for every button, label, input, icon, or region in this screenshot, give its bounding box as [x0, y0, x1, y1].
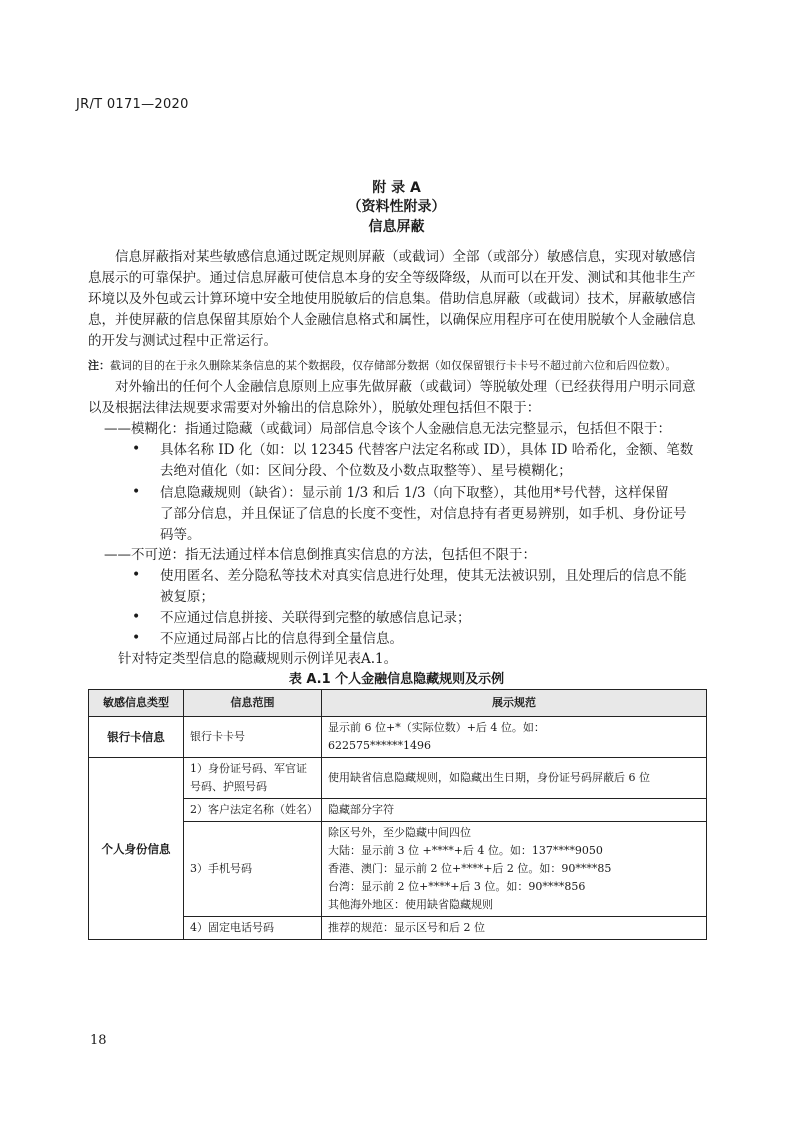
irr-bullet-3: 不应通过局部占比的信息得到全量信息。 [160, 631, 403, 647]
rule-line: 显示前 6 位+*（实际位数）+后 4 位。如： [328, 721, 545, 734]
category-cell: 个人身份信息 [89, 758, 184, 940]
appendix-subject: 信息屏蔽 [368, 219, 425, 235]
scope-cell: 银行卡卡号 [184, 717, 322, 758]
table-row [89, 758, 707, 799]
appendix-title: 附 录 A [372, 180, 421, 196]
scope-cell: 1）身份证号码、军官证号码、护照号码 [184, 758, 322, 799]
bullet-icon: • [132, 567, 141, 583]
fuzzy-bullet-2-line: 了部分信息，并且保证了信息的长度不变性，对信息持有者更易辨别，如手机、身份证号 [160, 506, 687, 522]
fuzzy-item: ——模糊化：指通过隐藏（或截词）局部信息令该个人金融信息无法完整显示，包括但不限于： [104, 421, 671, 437]
irr-bullet-1 [160, 566, 705, 608]
rule-line: 除区号外，至少隐藏中间四位 [328, 826, 471, 839]
note-text: 截词的目的在于永久删除某条信息的某个数据段，仅存储部分数据（如仅保留银行卡卡号不超过前六位和后四位数）。 [110, 359, 677, 372]
table-header-row [89, 690, 707, 717]
intro-line: 的开发与测试过程中正常运行。 [88, 333, 277, 349]
rule-cell: 使用缺省信息隐藏规则，如隐藏出生日期，身份证号码屏蔽后 6 位 [322, 758, 707, 799]
intro-line: 息，并使屏蔽的信息保留其原始个人金融信息格式和属性，以确保应用程序可在使用脱敏个人金融信息 [88, 312, 696, 328]
rule-cell: 推荐的规范：显示区号和后 2 位 [322, 917, 707, 940]
table-reference: 针对特定类型信息的隐藏规则示例详见表A.1。 [118, 651, 398, 667]
table-caption: 表 A.1 个人金融信息隐藏规则及示例 [288, 672, 505, 687]
table-header: 敏感信息类型 [89, 690, 184, 717]
irr-bullet-1-line: 使用匿名、差分隐私等技术对真实信息进行处理，使其无法被识别，且处理后的信息不能 [160, 568, 687, 584]
fuzzy-bullet-2-line: 信息隐藏规则（缺省）：显示前 1/3 和后 1/3（向下取整），其他用*号代替，这样保留 [160, 485, 669, 501]
scope-cell: 2）客户法定名称（姓名） [184, 799, 322, 822]
scope-cell: 3）手机号码 [184, 822, 322, 917]
intro-line: 环境以及外包或云计算环境中安全地使用脱敏后的信息集。借助信息屏蔽（或截词）技术，屏蔽敏感信 [88, 291, 696, 307]
intro-line: 息展示的可靠保护。通过信息屏蔽可使信息本身的安全等级降级，从而可以在开发、测试和其他非生产 [88, 270, 696, 286]
irr-bullet-2: 不应通过信息拼接、关联得到完整的敏感信息记录； [160, 610, 471, 626]
note-label: 注： [88, 359, 110, 372]
bullet-icon: • [132, 484, 141, 500]
rule-cell: 隐藏部分字符 [322, 799, 707, 822]
rule-line: 台湾：显示前 2 位+****+后 3 位。如：90****856 [328, 880, 586, 893]
output-line: 对外输出的任何个人金融信息原则上应事先做屏蔽（或截词）等脱敏处理（已经获得用户明示同意 [115, 379, 696, 395]
fuzzy-bullet-2 [160, 483, 705, 546]
rule-line: 大陆：显示前 3 位 +****+后 4 位。如：137****9050 [328, 844, 603, 857]
fuzzy-bullet-2-line: 码等。 [160, 527, 201, 543]
appendix-type: （资料性附录） [347, 199, 446, 215]
document-header: JR/T 0171—2020 [76, 97, 189, 112]
output-paragraph [88, 377, 708, 419]
note [88, 358, 718, 373]
output-line: 以及根据法律法规要求需要对外输出的信息除外），脱敏处理包括但不限于： [88, 400, 541, 416]
bullet-icon: • [132, 609, 141, 625]
hiding-rules-table [88, 689, 707, 940]
rule-cell [322, 717, 707, 758]
fuzzy-bullet-1 [160, 440, 705, 482]
category-cell: 银行卡信息 [89, 717, 184, 758]
scope-cell: 4）固定电话号码 [184, 917, 322, 940]
page-number: 18 [90, 1033, 107, 1048]
irreversible-item: ——不可逆：指无法通过样本信息倒推真实信息的方法，包括但不限于： [104, 547, 536, 563]
fuzzy-bullet-1-line: 具体名称 ID 化（如：以 12345 代替客户法定名称或 ID），具体 ID 哈希化，金额、笔数 [160, 442, 694, 458]
rule-cell [322, 822, 707, 917]
table-header: 信息范围 [184, 690, 322, 717]
intro-paragraph [88, 247, 708, 352]
bullet-icon: • [132, 630, 141, 646]
table-header: 展示规范 [322, 690, 707, 717]
rule-line: 香港、澳门：显示前 2 位+****+后 2 位。如：90****85 [328, 862, 612, 875]
rule-line: 其他海外地区：使用缺省隐藏规则 [328, 898, 493, 911]
bullet-icon: • [132, 441, 141, 457]
rule-line: 622575******1496 [328, 739, 431, 752]
fuzzy-bullet-1-line: 去绝对值化（如：区间分段、个位数及小数点取整等）、星号模糊化； [160, 463, 572, 479]
irr-bullet-1-line: 被复原； [160, 589, 214, 605]
intro-line: 信息屏蔽指对某些敏感信息通过既定规则屏蔽（或截词）全部（或部分）敏感信息，实现对敏感信 [115, 249, 696, 265]
table-row [89, 717, 707, 758]
